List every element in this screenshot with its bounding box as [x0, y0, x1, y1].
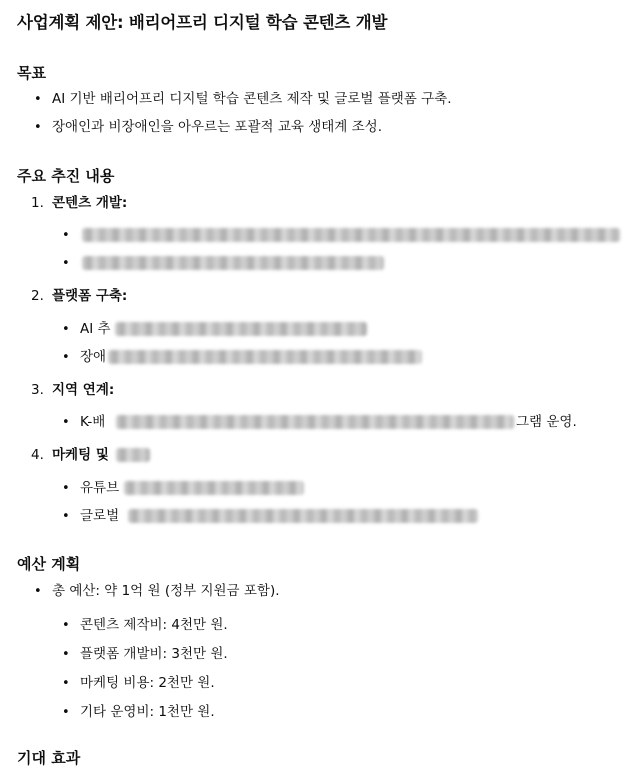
redacted-text	[116, 415, 514, 429]
list-number: 3.	[31, 382, 44, 398]
heading-main: 주요 추진 내용	[17, 167, 115, 185]
bullet-dot: •	[62, 256, 70, 271]
main-item-2-sub-1: AI 추	[80, 321, 111, 337]
bullet-dot: •	[62, 228, 70, 243]
goal-item-1: AI 기반 배리어프리 디지털 학습 콘텐츠 제작 및 글로벌 플랫폼 구축.	[52, 91, 452, 107]
bullet-dot: •	[62, 415, 70, 430]
bullet-dot: •	[62, 705, 70, 720]
main-item-4-sub-1: 유튜브	[80, 480, 120, 496]
document-title: 사업계획 제안: 배리어프리 디지털 학습 콘텐츠 개발	[17, 13, 388, 32]
bullet-dot: •	[62, 618, 70, 633]
redacted-text	[128, 509, 478, 523]
budget-item-1: 콘텐츠 제작비: 4천만 원.	[80, 617, 228, 633]
redacted-text	[108, 350, 422, 364]
redacted-text	[82, 256, 384, 270]
main-item-2-label: 플랫폼 구축:	[52, 288, 128, 304]
list-number: 4.	[31, 447, 44, 463]
main-item-1-label: 콘텐츠 개발:	[52, 195, 128, 211]
goal-item-2: 장애인과 비장애인을 아우르는 포괄적 교육 생태계 조성.	[52, 119, 382, 135]
bullet-dot: •	[34, 92, 42, 107]
budget-total: 총 예산: 약 1억 원 (정부 지원금 포함).	[52, 583, 280, 599]
bullet-dot: •	[62, 647, 70, 662]
main-item-4-sub-2: 글로벌	[80, 508, 120, 524]
redacted-text	[82, 228, 620, 242]
redacted-text	[124, 481, 304, 495]
list-number: 1.	[31, 195, 44, 211]
list-number: 2.	[31, 288, 44, 304]
main-item-2-sub-2: 장애	[80, 349, 107, 365]
bullet-dot: •	[62, 509, 70, 524]
bullet-dot: •	[62, 481, 70, 496]
budget-item-2: 플랫폼 개발비: 3천만 원.	[80, 646, 228, 662]
main-item-3-sub-1-tail: 그램 운영.	[516, 414, 577, 430]
main-item-3-label: 지역 연계:	[52, 382, 115, 398]
bullet-dot: •	[62, 322, 70, 337]
budget-item-3: 마케팅 비용: 2천만 원.	[80, 675, 215, 691]
bullet-dot: •	[34, 120, 42, 135]
redacted-text	[116, 448, 150, 462]
main-item-4-label: 마케팅 및	[52, 447, 109, 463]
heading-goals: 목표	[17, 64, 46, 82]
heading-budget: 예산 계획	[17, 555, 81, 573]
budget-item-4: 기타 운영비: 1천만 원.	[80, 704, 215, 720]
heading-effects: 기대 효과	[17, 749, 81, 767]
bullet-dot: •	[62, 676, 70, 691]
bullet-dot: •	[62, 350, 70, 365]
main-item-3-sub-1: K-배	[80, 414, 106, 430]
redacted-text	[115, 322, 367, 336]
bullet-dot: •	[34, 584, 42, 599]
